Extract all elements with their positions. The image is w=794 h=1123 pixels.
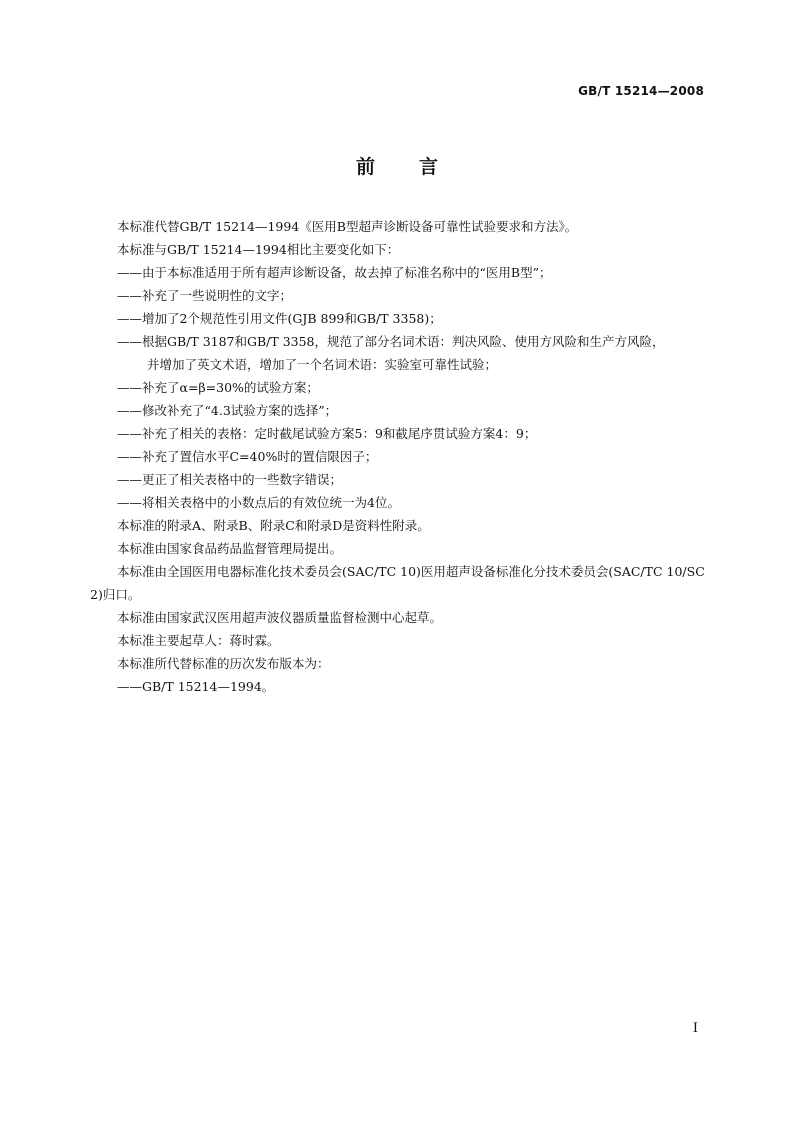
paragraph-proposed-by: 本标准由国家食品药品监督管理局提出。 [117,541,343,556]
change-item-3: ——增加了2个规范性引用文件(GJB 899和GB/T 3358)； [117,311,442,326]
paragraph-appendices: 本标准的附录A、附录B、附录C和附录D是资料性附录。 [117,518,430,533]
change-item-5: ——补充了α=β=30%的试验方案； [117,380,319,395]
paragraph-main-drafter: 本标准主要起草人：蒋时霖。 [117,633,280,648]
change-item-4-continued: 并增加了英文术语，增加了一个名词术语：实验室可靠性试验； [147,357,498,372]
change-item-10: ——将相关表格中的小数点后的有效位统一为4位。 [117,495,400,510]
page-title: 前言 [355,156,482,178]
change-item-4: ——根据GB/T 3187和GB/T 3358，规范了部分名词术语：判决风险、使用方风险和生产方风险， [117,334,665,349]
change-item-1: ——由于本标准适用于所有超声诊断设备，故去掉了标准名称中的“医用B型”； [117,265,552,280]
change-item-2: ——补充了一些说明性的文字； [117,288,293,303]
paragraph-changes-intro: 本标准与GB/T 15214—1994相比主要变化如下： [117,242,400,257]
paragraph-drafted-by: 本标准由国家武汉医用超声波仪器质量监督检测中心起草。 [117,610,443,625]
page-number: I [692,1021,698,1036]
document-body [90,215,706,698]
change-item-9: ——更正了相关表格中的一些数字错误； [117,472,343,487]
paragraph-replaces: 本标准代替GB/T 15214—1994《医用B型超声诊断设备可靠性试验要求和方法》。 [117,219,578,234]
standard-code-header: GB/T 15214—2008 [578,84,704,98]
change-item-8: ——补充了置信水平C=40%时的置信限因子； [117,449,378,464]
change-item-7: ——补充了相关的表格：定时截尾试验方案5：9和截尾序贯试验方案4：9； [117,426,537,441]
paragraph-jurisdiction: 本标准由全国医用电器标准化技术委员会(SAC/TC 10)医用超声设备标准化分技术委员会(SAC/TC 10/SC 2)归口。 [90,564,705,602]
previous-edition-item: ——GB/T 15214—1994。 [117,679,275,694]
change-item-6: ——修改补充了“4.3试验方案的选择”； [117,403,338,418]
paragraph-previous-editions: 本标准所代替标准的历次发布版本为： [117,656,330,671]
